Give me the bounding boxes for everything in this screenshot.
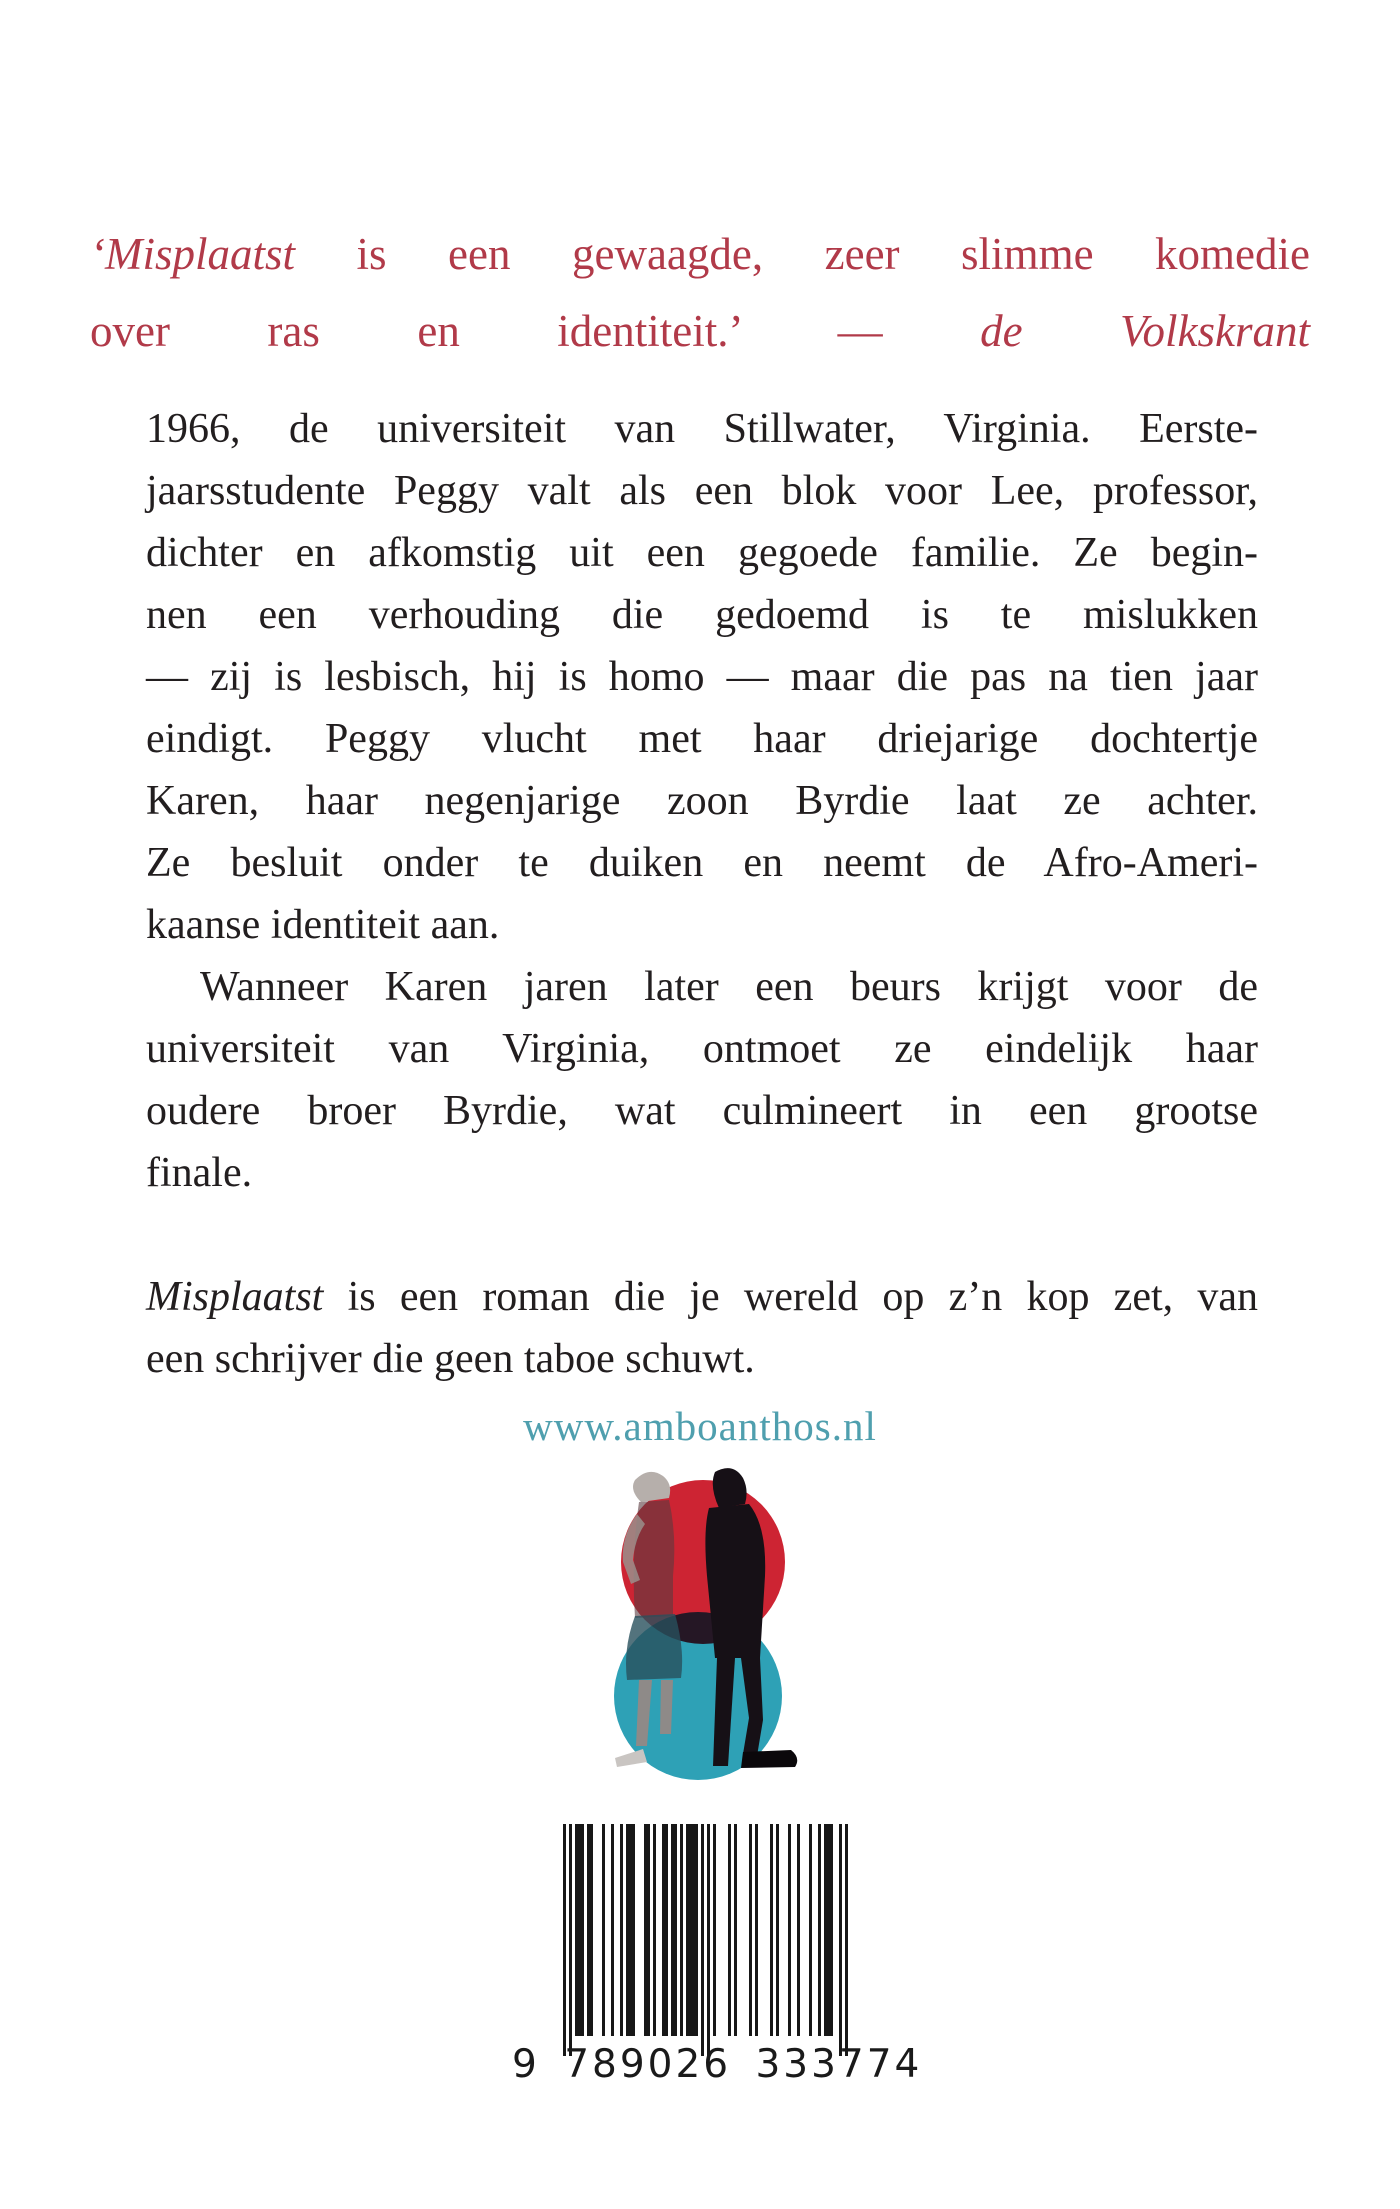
logo-man-figure bbox=[705, 1468, 797, 1768]
paragraph bbox=[146, 1266, 1258, 1390]
text-line: eindigt. Peggy vlucht met haar driejarige dochtertje bbox=[146, 716, 1258, 762]
text-line: finale. bbox=[146, 1150, 253, 1196]
text-line: 1966, de universiteit van Stillwater, Virginia. Eerste- bbox=[146, 406, 1258, 452]
publisher-logo bbox=[577, 1466, 803, 1784]
barcode-bars bbox=[563, 1824, 848, 2056]
synopsis-text bbox=[146, 398, 1258, 1390]
text-line: nen een verhouding die gedoemd is te mislukken bbox=[146, 592, 1258, 638]
paragraph bbox=[146, 956, 1258, 1204]
press-quote bbox=[90, 216, 1310, 370]
text-line: universiteit van Virginia, ontmoet ze eindelijk haar bbox=[146, 1026, 1258, 1072]
text-line: jaarsstudente Peggy valt als een blok voor Lee, professor, bbox=[146, 468, 1258, 514]
text-line: Karen, haar negenjarige zoon Byrdie laat ze achter. bbox=[146, 778, 1258, 824]
isbn-barcode bbox=[563, 1824, 848, 2056]
text-line: Wanneer Karen jaren later een beurs krijgt voor de bbox=[200, 964, 1258, 1010]
text-line: Ze besluit onder te duiken en neemt de Afro-Ameri- bbox=[146, 840, 1258, 886]
publisher-logo-icon bbox=[577, 1466, 803, 1784]
paragraph bbox=[146, 398, 1258, 956]
text-line: over ras en identiteit.’ — de Volkskrant bbox=[90, 306, 1310, 356]
text-line: een schrijver die geen taboe schuwt. bbox=[146, 1336, 755, 1382]
text-line: kaanse identiteit aan. bbox=[146, 902, 500, 948]
text-line: ‘Misplaatst is een gewaagde, zeer slimme komedie bbox=[90, 229, 1310, 279]
isbn-number: 9 789026 333774 bbox=[512, 2042, 923, 2087]
text-line: — zij is lesbisch, hij is homo — maar die pas na tien jaar bbox=[146, 654, 1258, 700]
publisher-url: www.amboanthos.nl bbox=[523, 1403, 877, 1449]
text-line: Misplaatst is een roman die je wereld op z’n kop zet, van bbox=[146, 1274, 1258, 1320]
text-line: dichter en afkomstig uit een gegoede familie. Ze begin- bbox=[146, 530, 1258, 576]
text-line: oudere broer Byrdie, wat culmineert in een grootse bbox=[146, 1088, 1258, 1134]
